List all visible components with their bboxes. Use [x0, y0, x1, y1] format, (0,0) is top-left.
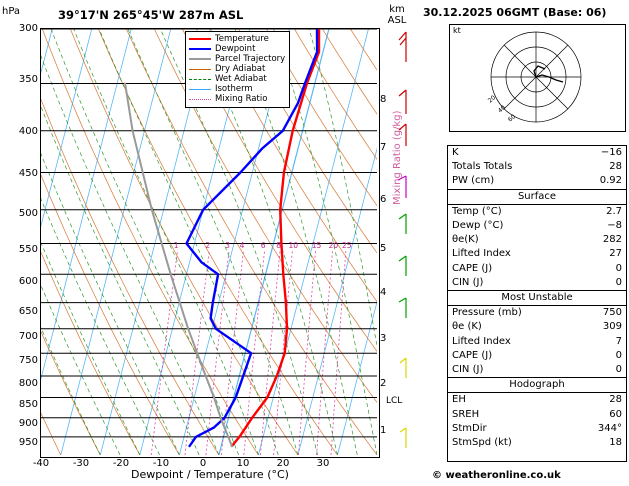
table-row [448, 306, 626, 321]
index-label: θe(K) [452, 234, 479, 246]
index-value: 750 [602, 307, 622, 319]
section-header-surface: Surface [448, 189, 626, 204]
section-header-hodograph: Hodograph [448, 378, 626, 393]
legend-item [189, 74, 285, 84]
table-row [448, 174, 626, 189]
station-title: 39°17'N 265°45'W 287m ASL [58, 8, 244, 22]
hodograph-unit-label: kt [453, 26, 461, 35]
legend-label: Temperature [215, 33, 269, 44]
legend-swatch [189, 79, 211, 80]
legend-label: Dry Adiabat [215, 63, 266, 74]
mixing-ratio-value-labels [174, 241, 352, 250]
index-label: SREH [452, 408, 480, 420]
height-tick: 3 [380, 333, 387, 344]
index-label: Pressure (mb) [452, 307, 522, 319]
legend-swatch [189, 99, 211, 100]
pressure-tick: 450 [18, 168, 38, 179]
legend-swatch [189, 48, 211, 50]
legend-label: Wet Adiabat [215, 73, 267, 84]
svg-text:25: 25 [342, 240, 352, 250]
index-value: 2.7 [606, 205, 622, 217]
index-label: Temp (°C) [452, 205, 502, 217]
table-row [448, 436, 626, 450]
legend-label: Parcel Trajectory [215, 53, 286, 64]
height-tick: 5 [380, 243, 387, 254]
pressure-tick: 600 [18, 276, 38, 287]
height-tick: 6 [380, 194, 387, 205]
index-value: 60 [609, 408, 622, 420]
legend-label: Isotherm [215, 83, 253, 94]
table-row [448, 335, 626, 349]
index-label: Dewp (°C) [452, 220, 504, 232]
pressure-tick: 400 [18, 126, 38, 137]
table-row [448, 349, 626, 363]
table-row [448, 393, 626, 408]
legend-label: Mixing Ratio [215, 93, 268, 104]
temp-tick: 20 [276, 458, 290, 469]
legend-label: Dewpoint [215, 43, 256, 54]
run-title: 30.12.2025 06GMT (Base: 06) [423, 6, 607, 19]
pressure-tick: 800 [18, 378, 38, 389]
indices-table [447, 145, 627, 462]
temp-tick: -10 [152, 458, 170, 469]
temp-tick: -40 [32, 458, 50, 469]
index-value: 0.92 [599, 175, 622, 187]
svg-text:2: 2 [205, 240, 211, 250]
svg-text:20: 20 [486, 94, 498, 105]
table-row [448, 276, 626, 291]
index-value: −16 [600, 147, 622, 158]
table-row [448, 422, 626, 436]
table-row [448, 233, 626, 247]
index-label: Lifted Index [452, 248, 511, 260]
height-tick: 4 [380, 287, 387, 298]
table-row [448, 247, 626, 261]
legend-swatch [189, 58, 211, 60]
table-row [448, 146, 626, 160]
pressure-tick: 900 [18, 418, 38, 429]
pressure-tick: 700 [18, 331, 38, 342]
table-row [448, 160, 626, 174]
pressure-tick: 950 [18, 437, 38, 448]
index-label: CAPE (J) [452, 349, 493, 361]
index-value: 27 [609, 248, 622, 260]
legend-swatch [189, 69, 211, 70]
index-label: EH [452, 394, 466, 406]
copyright: © weatheronline.co.uk [432, 470, 561, 481]
temp-tick: 30 [316, 458, 330, 469]
pressure-tick: 650 [18, 306, 38, 317]
index-value: 18 [609, 437, 622, 449]
index-value: 282 [602, 234, 622, 246]
info-panel [421, 0, 629, 486]
pressure-tick: 300 [18, 23, 38, 34]
index-value: 0 [615, 276, 622, 288]
height-tick: 7 [380, 142, 387, 153]
temp-tick: 0 [199, 458, 207, 469]
index-label: CAPE (J) [452, 262, 493, 274]
svg-text:20: 20 [328, 240, 339, 250]
legend-item [189, 94, 285, 104]
table-row [448, 320, 626, 334]
index-value: 0 [615, 349, 622, 361]
index-label: K [452, 147, 459, 158]
x-axis-title: Dewpoint / Temperature (°C) [131, 468, 289, 481]
pressure-tick: 750 [18, 355, 38, 366]
index-label: CIN (J) [452, 276, 484, 288]
mixing-ratio-axis-title: Mixing Ratio (g/kg) [392, 110, 403, 205]
pressure-tick: 550 [18, 244, 38, 255]
height-unit-label: km ASL [387, 4, 407, 26]
wind-barb-column [396, 28, 420, 458]
hodograph [449, 24, 626, 132]
table-row [448, 408, 626, 422]
temp-tick: -30 [72, 458, 90, 469]
legend-item [189, 34, 285, 44]
svg-text:15: 15 [311, 240, 322, 250]
temp-tick: 10 [236, 458, 250, 469]
pressure-tick: 500 [18, 208, 38, 219]
height-tick: 8 [380, 94, 387, 105]
height-tick: 2 [380, 378, 387, 389]
lcl-label: LCL [386, 396, 403, 406]
pressure-tick: 850 [18, 399, 38, 410]
legend-item [189, 84, 285, 94]
svg-text:1: 1 [173, 240, 179, 250]
svg-text:10: 10 [288, 240, 299, 250]
table-row [448, 204, 626, 219]
index-value: 309 [602, 321, 622, 333]
legend-item [189, 54, 285, 64]
table-row [448, 363, 626, 378]
section-header-most-unstable: Most Unstable [448, 291, 626, 306]
table-row [448, 262, 626, 276]
index-label: StmSpd (kt) [452, 437, 512, 449]
height-tick: 1 [380, 425, 387, 436]
legend-swatch [189, 89, 211, 90]
index-value: 28 [609, 161, 622, 173]
svg-text:60: 60 [506, 113, 518, 124]
svg-text:6: 6 [260, 240, 266, 250]
index-value: 28 [609, 394, 622, 406]
index-label: CIN (J) [452, 364, 484, 376]
temp-tick: -20 [112, 458, 130, 469]
svg-text:4: 4 [239, 240, 245, 250]
pressure-tick: 350 [18, 74, 38, 85]
index-value: 7 [615, 335, 622, 347]
svg-text:40: 40 [496, 104, 508, 115]
table-row [448, 219, 626, 233]
legend-item [189, 44, 285, 54]
index-label: PW (cm) [452, 175, 495, 187]
index-value: 0 [615, 262, 622, 274]
legend-swatch [189, 38, 211, 40]
pressure-unit-label: hPa [2, 6, 21, 17]
index-value: 0 [615, 364, 622, 376]
svg-text:8: 8 [276, 240, 281, 250]
legend-item [189, 64, 285, 74]
index-label: Totals Totals [452, 161, 513, 173]
svg-text:3: 3 [225, 240, 230, 250]
index-label: Lifted Index [452, 335, 511, 347]
index-value: 344° [597, 422, 622, 434]
legend [185, 31, 290, 108]
index-label: θe (K) [452, 321, 482, 333]
hodograph-svg [450, 25, 623, 129]
index-label: StmDir [452, 422, 487, 434]
index-value: −8 [607, 220, 622, 232]
